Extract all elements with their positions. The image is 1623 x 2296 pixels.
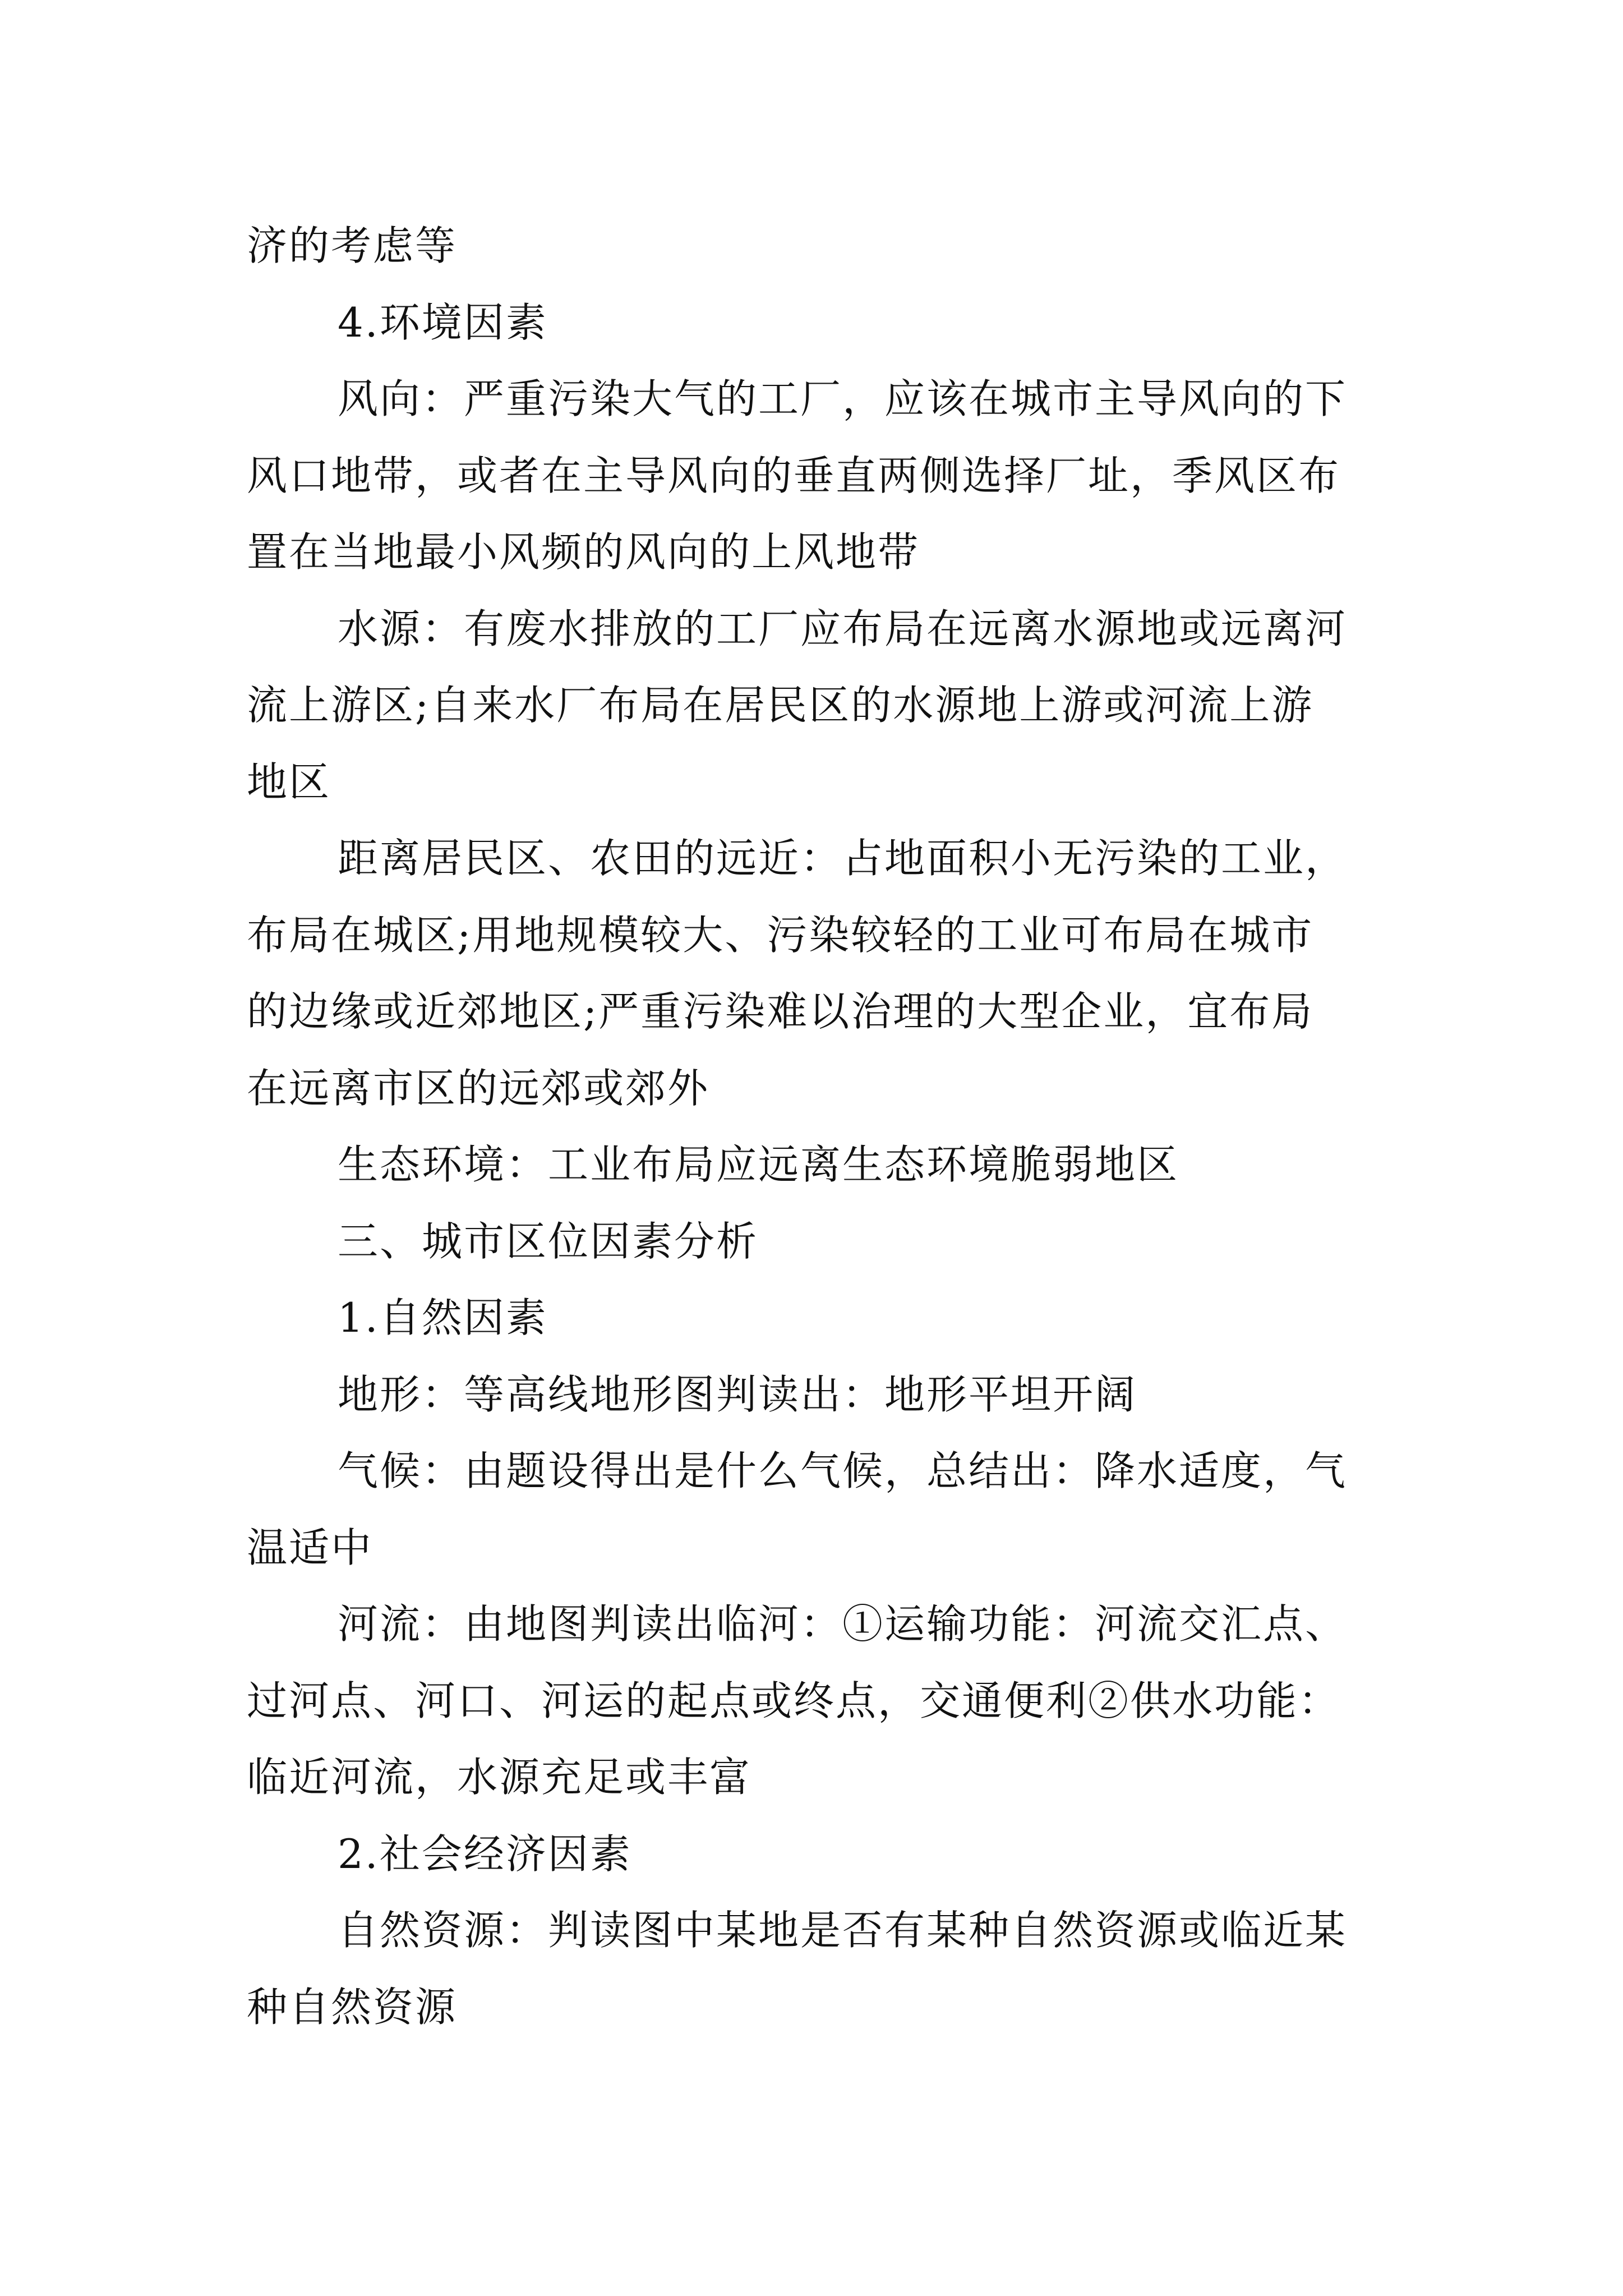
paragraph-line: 流上游区;自来水厂布局在居民区的水源地上游或河流上游	[247, 682, 1314, 729]
paragraph-line: 距离居民区、农田的远近：占地面积小无污染的工业，	[338, 835, 1348, 882]
document-body	[247, 208, 1380, 2045]
section-heading: 2.社会经济因素	[338, 1830, 632, 1878]
paragraph-line: 的边缘或近郊地区;严重污染难以治理的大型企业，宜布局	[247, 988, 1314, 1035]
paragraph-line: 置在当地最小风频的风向的上风地带	[247, 528, 920, 576]
paragraph-line: 临近河流，水源充足或丰富	[247, 1754, 752, 1801]
section-heading: 三、城市区位因素分析	[338, 1217, 759, 1265]
paragraph-line: 水源：有废水排放的工厂应布局在远离水源地或远离河	[338, 605, 1348, 652]
paragraph-line: 过河点、河口、河运的起点或终点，交通便利②供水功能：	[247, 1677, 1341, 1724]
section-heading: 4.环境因素	[338, 298, 548, 346]
paragraph-line: 气候：由题设得出是什么气候，总结出：降水适度，气	[338, 1447, 1348, 1494]
paragraph-line: 布局在城区;用地规模较大、污染较轻的工业可布局在城市	[247, 911, 1314, 959]
paragraph-line: 在远离市区的远郊或郊外	[247, 1064, 710, 1112]
paragraph-line: 温适中	[247, 1524, 374, 1571]
paragraph-line: 生态环境：工业布局应远离生态环境脆弱地区	[338, 1141, 1179, 1188]
section-heading: 1.自然因素	[338, 1294, 548, 1341]
paragraph-line: 济的考虑等	[247, 222, 458, 269]
paragraph-line: 自然资源：判读图中某地是否有某种自然资源或临近某	[338, 1907, 1348, 1954]
paragraph-line: 地形：等高线地形图判读出：地形平坦开阔	[338, 1370, 1137, 1418]
paragraph-line: 河流：由地图判读出临河：①运输功能：河流交汇点、	[338, 1600, 1348, 1648]
paragraph-line: 地区	[247, 758, 331, 806]
paragraph-line: 种自然资源	[247, 1983, 458, 2031]
paragraph-line: 风向：严重污染大气的工厂，应该在城市主导风向的下	[338, 375, 1348, 422]
paragraph-line: 风口地带，或者在主导风向的垂直两侧选择厂址，季风区布	[247, 452, 1341, 499]
